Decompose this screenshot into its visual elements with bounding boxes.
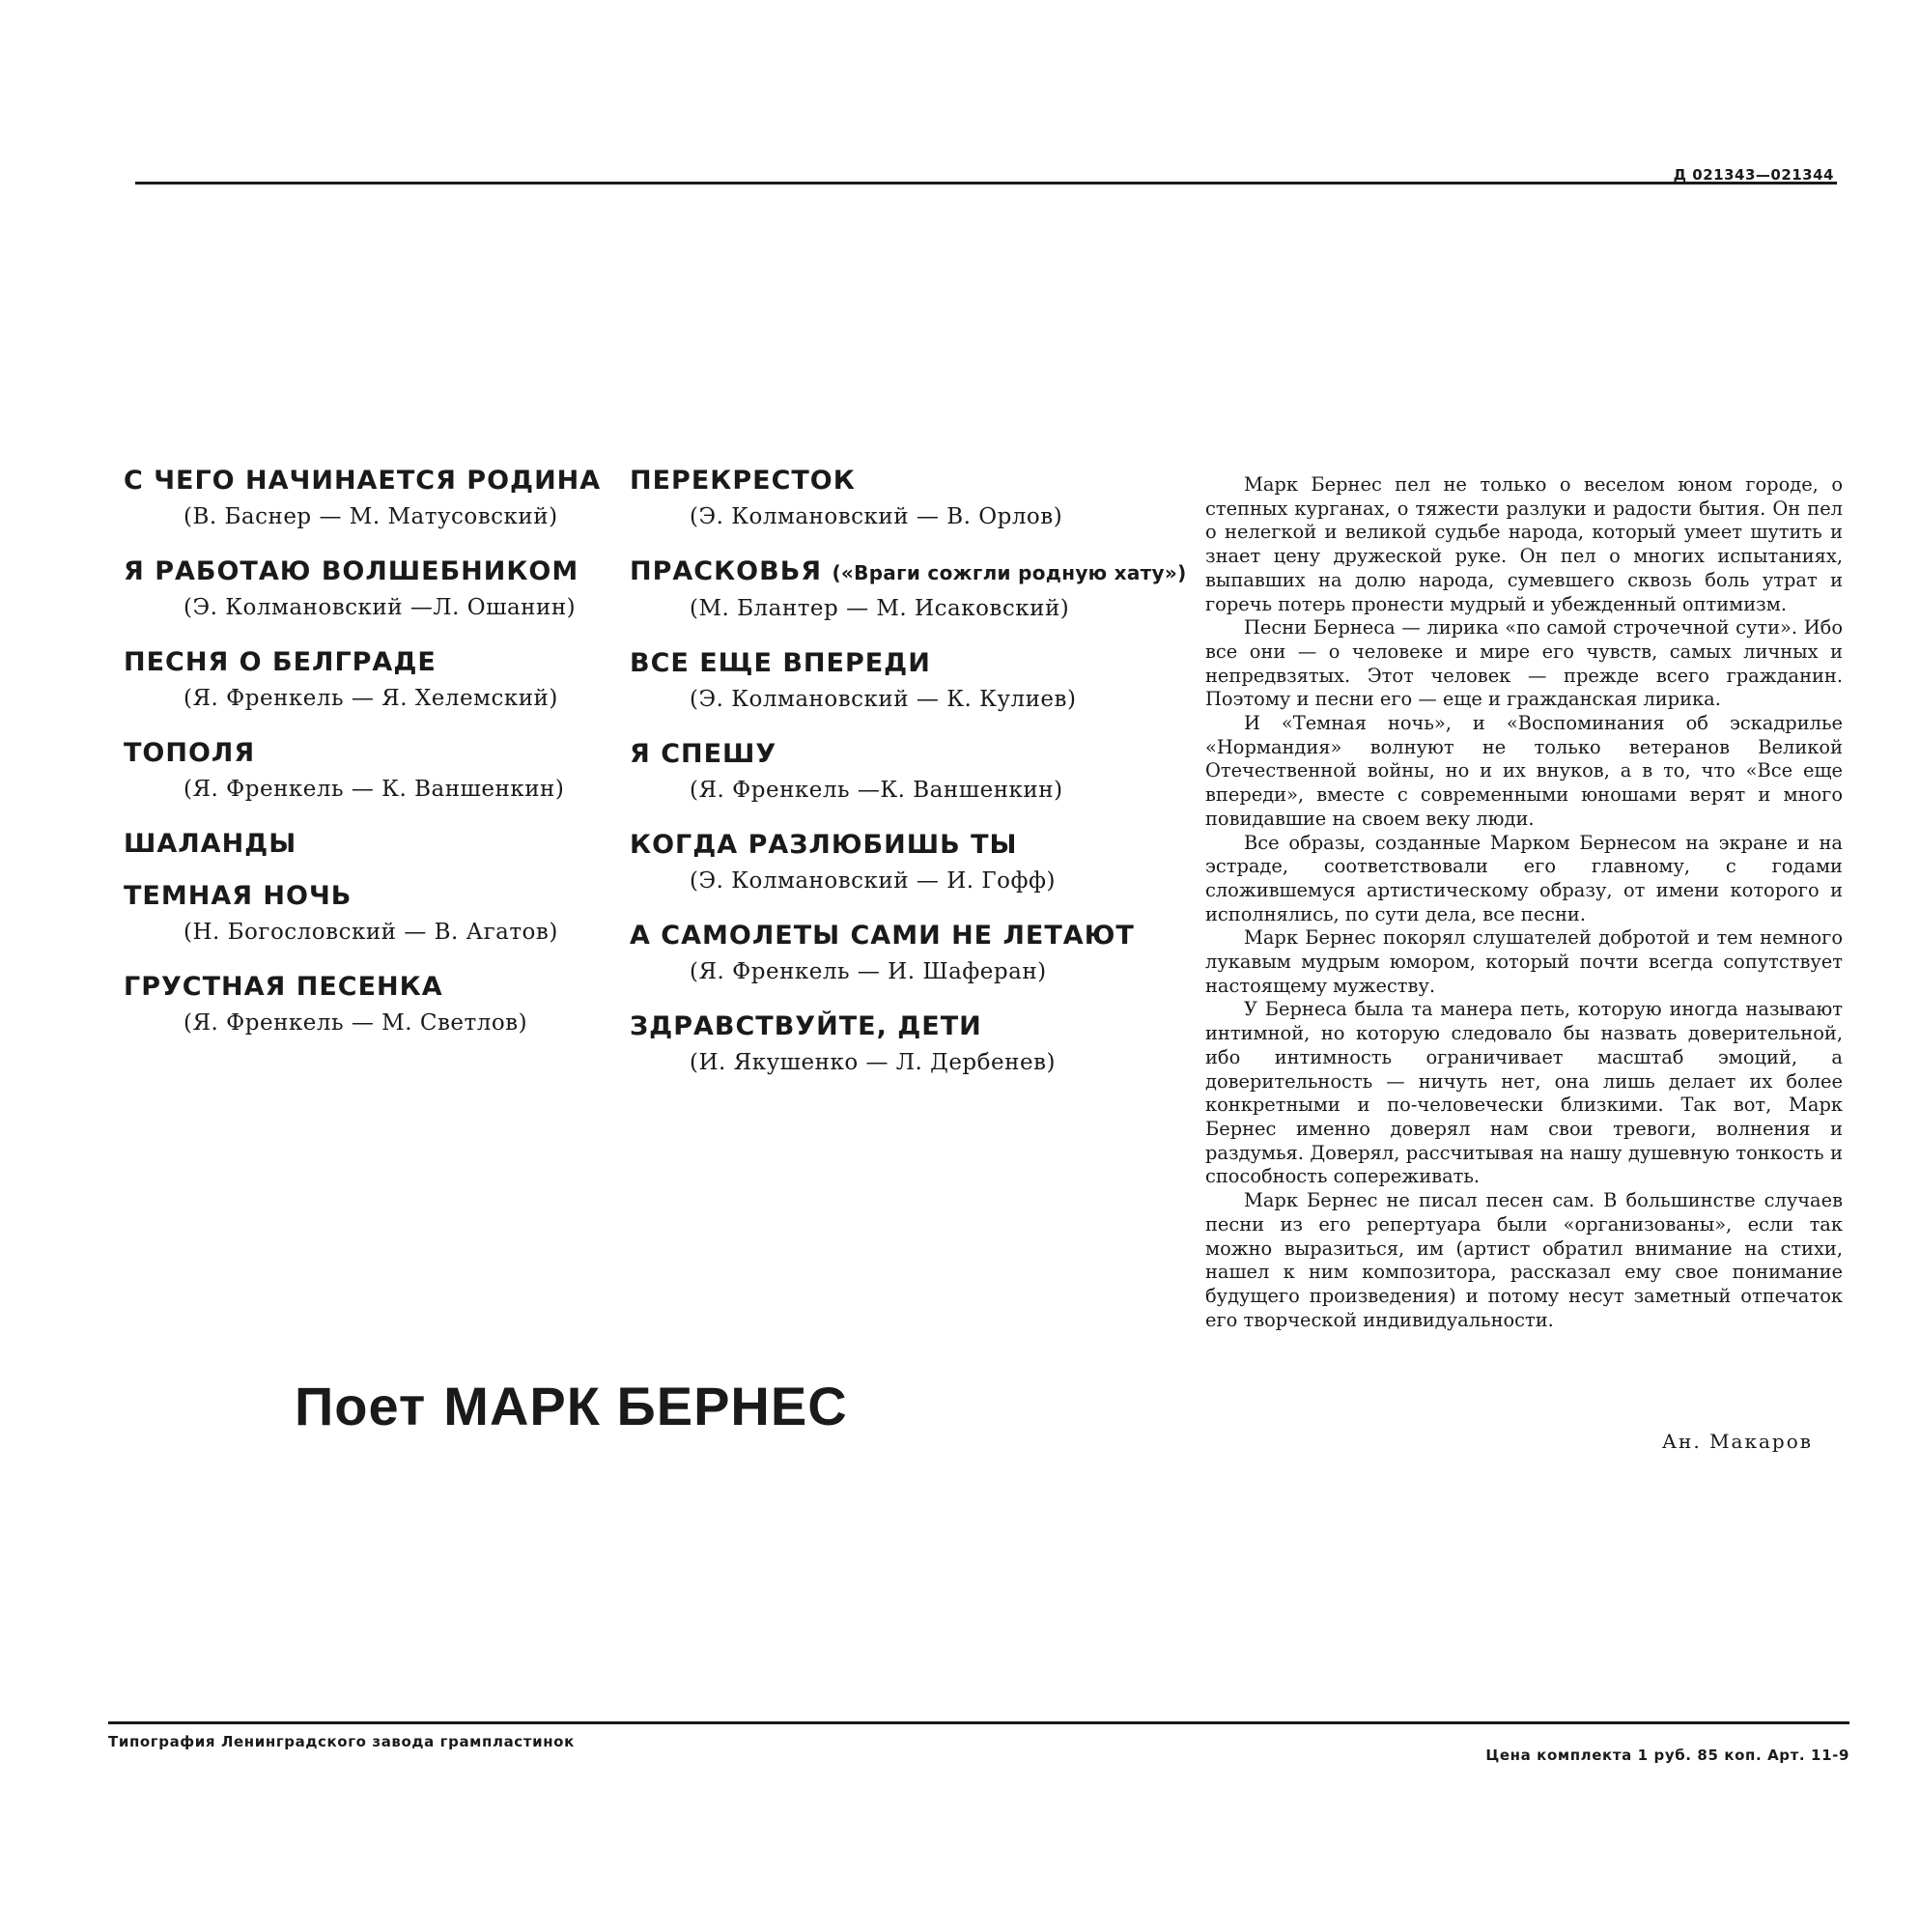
song-credit: (Э. Колмановский — В. Орлов) xyxy=(690,504,1063,529)
song-list-left xyxy=(124,462,626,1059)
song-list-right xyxy=(630,462,1190,1098)
song-credit: (И. Якушенко — Л. Дербенев) xyxy=(690,1050,1056,1075)
song-credit: (Я. Френкель — Я. Хелемский) xyxy=(183,686,558,711)
song-credit: (Э. Колмановский —Л. Ошанин) xyxy=(183,595,577,620)
catalog-number: Д 021343—021344 xyxy=(1673,166,1834,184)
song-entry xyxy=(630,1008,1190,1079)
song-entry xyxy=(124,553,626,624)
liner-notes-author: Ан. Макаров xyxy=(1661,1430,1813,1453)
liner-paragraph: Марк Бернес не писал песен сам. В большинстве случаев песни из его репертуара были «организованы», если так можно выразиться, им (артист обратил внимание на стихи, нашел к ним композитора, рассказал ему свое понимание будущего произведения) и потому несут заметный отпечаток его творческой индивидуальности. xyxy=(1205,1189,1843,1331)
song-credit: (Э. Колмановский — И. Гофф) xyxy=(690,868,1056,894)
artist-name: МАРК БЕРНЕС xyxy=(443,1376,848,1436)
song-credit: (Я. Френкель — И. Шаферан) xyxy=(690,959,1047,984)
song-entry xyxy=(124,462,626,533)
song-credit: (Я. Френкель —К. Ваншенкин) xyxy=(690,778,1063,803)
top-divider-line xyxy=(135,182,1837,185)
song-title: С ЧЕГО НАЧИНАЕТСЯ РОДИНА xyxy=(124,466,602,496)
song-entry xyxy=(630,462,1190,533)
song-credit: (Н. Богословский — В. Агатов) xyxy=(183,920,558,945)
song-title: Я СПЕШУ xyxy=(630,739,777,769)
song-title: ГРУСТНАЯ ПЕСЕНКА xyxy=(124,972,443,1002)
song-title: КОГДА РАЗЛЮБИШЬ ТЫ xyxy=(630,830,1018,860)
song-entry xyxy=(124,877,626,949)
song-credit: (Я. Френкель — К. Ваншенкин) xyxy=(183,777,565,802)
liner-paragraph: И «Темная ночь», и «Воспоминания об эскадрилье «Нормандия» волнуют не только ветеранов Великой Отечественной войны, но и их внуков, а в то, что «Все еще впереди», вместе с современными юношами верят и много повидавшие на своем веку люди. xyxy=(1205,712,1843,830)
song-title: Я РАБОТАЮ ВОЛШЕБНИКОМ xyxy=(124,556,579,586)
song-entry xyxy=(630,826,1190,897)
song-title: ТОПОЛЯ xyxy=(124,738,256,768)
song-entry xyxy=(124,825,626,864)
song-title: ПЕРЕКРЕСТОК xyxy=(630,466,856,496)
liner-paragraph: Марк Бернес пел не только о веселом юном городе, о степных курганах, о тяжести разлуки и радости бытия. Он пел о нелегкой и великой судьбе народа, который умеет шутить и знает цену дружеской руке. Он пел о многих испытаниях, выпавших на долю народа, сумевшего сквозь боль утрат и горечь потерь пронести мудрый и убежденный оптимизм. xyxy=(1205,473,1843,615)
song-title: А САМОЛЕТЫ САМИ НЕ ЛЕТАЮТ xyxy=(630,921,1135,951)
liner-notes xyxy=(1205,473,1843,1332)
liner-paragraph: Марк Бернес покорял слушателей добротой и тем немного лукавым мудрым юмором, который почти всегда сопутствует настоящему мужеству. xyxy=(1205,926,1843,997)
album-headline xyxy=(295,1375,848,1437)
headline-prefix: Поет xyxy=(295,1376,427,1436)
song-title: ВСЕ ЕЩЕ ВПЕРЕДИ xyxy=(630,648,931,678)
song-title: ПРАСКОВЬЯ («Враги сожгли родную хату») xyxy=(630,556,1187,586)
song-title: ТЕМНАЯ НОЧЬ xyxy=(124,881,353,911)
song-subtitle: («Враги сожгли родную хату») xyxy=(832,561,1187,584)
song-credit: (Э. Колмановский — К. Кулиев) xyxy=(690,687,1077,712)
liner-paragraph: Все образы, созданные Марком Бернесом на экране и на эстраде, соответствовали его главному, с годами сложившемуся артистическому образу, от имени которого и исполнялись, по сути дела, все песни. xyxy=(1205,831,1843,925)
song-title: ШАЛАНДЫ xyxy=(124,829,297,859)
song-title: ЗДРАВСТВУЙТЕ, ДЕТИ xyxy=(630,1011,982,1041)
song-credit: (М. Блантер — М. Исаковский) xyxy=(690,596,1070,621)
song-credit: (Я. Френкель — М. Светлов) xyxy=(183,1010,528,1036)
price-info: Цена комплекта 1 руб. 85 коп. Арт. 11-9 xyxy=(1485,1747,1849,1764)
song-entry xyxy=(630,553,1190,625)
bottom-divider-line xyxy=(108,1721,1849,1724)
song-credit: (В. Баснер — М. Матусовский) xyxy=(183,504,558,529)
liner-paragraph: Песни Бернеса — лирика «по самой строчечной сути». Ибо все они — о человеке и мире его чувств, самых личных и непредвзятых. Этот человек — прежде всего гражданин. Поэтому и песни его — еще и гражданская лирика. xyxy=(1205,616,1843,711)
printer-credit: Типография Ленинградского завода грампластинок xyxy=(108,1733,575,1750)
song-entry xyxy=(124,643,626,715)
song-entry xyxy=(124,968,626,1039)
song-entry xyxy=(124,734,626,806)
liner-paragraph: У Бернеса была та манера петь, которую иногда называют интимной, но которую следовало бы назвать доверительной, ибо интимность ограничивает масштаб эмоций, а доверительность — ничуть нет, она лишь делает их более конкретными и по-человечески близкими. Так вот, Марк Бернес именно доверял нам свои тревоги, волнения и раздумья. Доверял, рассчитывая на нашу душевную тонкость и способность сопереживать. xyxy=(1205,998,1843,1188)
song-entry xyxy=(630,917,1190,988)
song-entry xyxy=(630,735,1190,807)
song-title: ПЕСНЯ О БЕЛГРАДЕ xyxy=(124,647,437,677)
song-entry xyxy=(630,644,1190,716)
